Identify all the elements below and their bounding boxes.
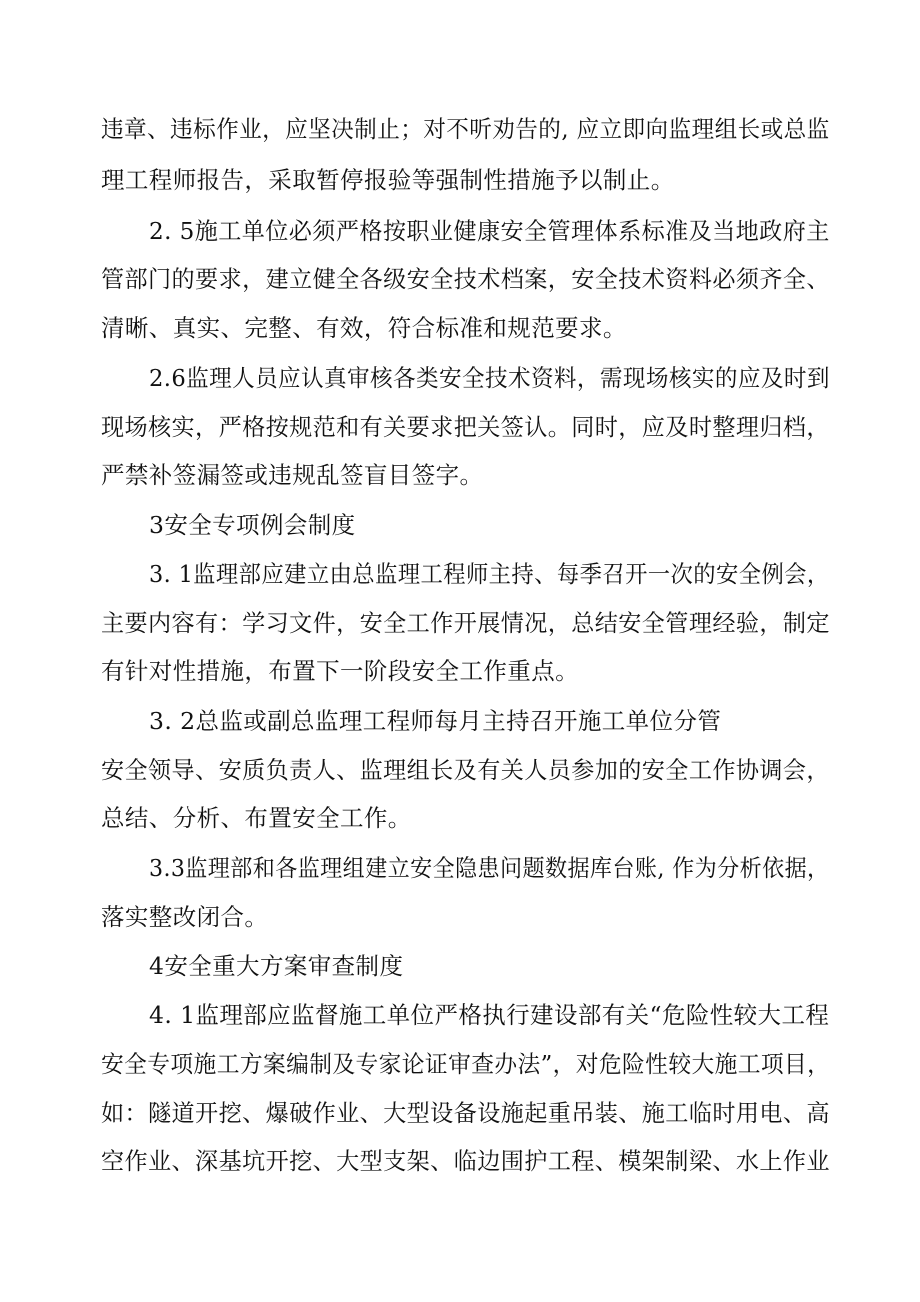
text-line-7: 现场核实，严格按规范和有关要求把关签认。同时，应及时整理归档，: [101, 413, 830, 441]
text-line-13: 3. 2总监或副总监理工程师每月主持召开施工单位分管: [149, 707, 722, 735]
text-line-4: 管部门的要求，建立健全各级安全技术档案，安全技术资料必须齐全、: [101, 265, 830, 293]
text-line-5: 清晰、真实、完整、有效，符合标准和规范要求。: [101, 314, 627, 342]
text-line-12: 有针对性措施，布置下一阶段安全工作重点。: [101, 657, 579, 685]
text-line-1: 违章、违标作业，应坚决制止；对不听劝告的, 应立即向监理组长或总监: [101, 115, 830, 143]
text-line-3: 2. 5施工单位必须严格按职业健康安全管理体系标准及当地政府主: [149, 217, 830, 245]
text-line-2: 理工程师报告，采取暂停报验等强制性措施予以制止。: [101, 166, 675, 194]
text-line-16: 3.3监理部和各监理组建立安全隐患问题数据库台账, 作为分析依据，: [149, 854, 830, 882]
text-line-17: 落实整改闭合。: [101, 903, 269, 931]
text-line-6: 2.6监理人员应认真审核各类安全技术资料，需现场核实的应及时到: [149, 364, 830, 392]
text-line-14: 安全领导、安质负责人、监理组长及有关人员参加的安全工作协调会，: [101, 756, 830, 784]
text-line-20: 安全专项施工方案编制及专家论证审查办法”，对危险性较大施工项目，: [101, 1050, 831, 1078]
section-heading-3: 3安全专项例会制度: [149, 511, 356, 539]
text-line-22: 空作业、深基坑开挖、大型支架、临边围护工程、模架制梁、水上作业: [101, 1147, 830, 1175]
text-line-21: 如：隧道开挖、爆破作业、大型设备设施起重吊装、施工临时用电、高: [101, 1099, 830, 1127]
section-heading-4: 4安全重大方案审查制度: [149, 952, 404, 980]
text-line-19: 4. 1监理部应监督施工单位严格执行建设部有关“危险性较大工程: [149, 1001, 830, 1029]
text-line-11: 主要内容有：学习文件，安全工作开展情况，总结安全管理经验，制定: [101, 609, 830, 637]
text-line-15: 总结、分析、布置安全工作。: [101, 804, 412, 832]
text-line-8: 严禁补签漏签或违规乱签盲目签字。: [101, 461, 484, 489]
text-line-10: 3. 1监理部应建立由总监理工程师主持、每季召开一次的安全例会，: [149, 560, 830, 588]
